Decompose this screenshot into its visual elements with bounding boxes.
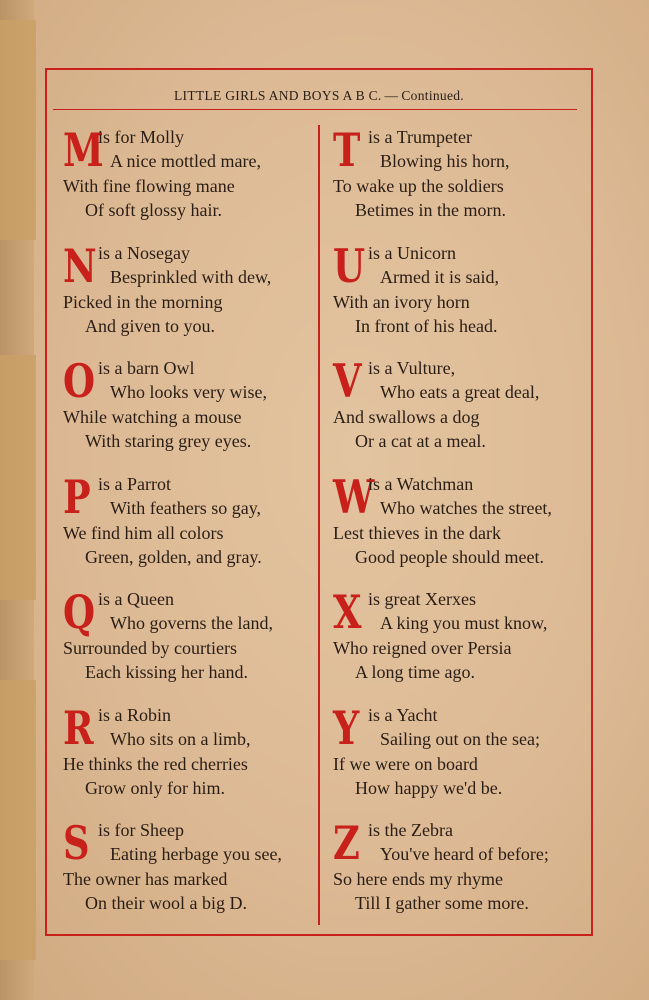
rhyme-line: is a Parrot <box>98 473 171 494</box>
rhyme-line: A long time ago. <box>355 662 475 682</box>
tape-strip <box>0 680 36 960</box>
rhyme-line: Who eats a great deal, <box>380 382 540 402</box>
drop-cap-letter: P <box>63 469 91 524</box>
rhyme-line: is a Queen <box>98 589 174 609</box>
rhyme-line: He thinks the red cherries <box>63 753 248 774</box>
drop-cap-letter: Y <box>333 700 360 755</box>
rhyme-line: So here ends my rhyme <box>333 869 503 889</box>
rhyme-line: is a barn Owl <box>98 358 195 378</box>
rhyme-stanza <box>333 125 595 235</box>
rhyme-stanza <box>63 469 325 582</box>
rhyme-line: A nice mottled mare, <box>110 151 261 171</box>
rhyme-stanza <box>333 469 595 582</box>
rhyme-line: Green, golden, and gray. <box>85 546 262 567</box>
header-rule <box>53 109 577 110</box>
drop-cap-letter: X <box>333 585 362 639</box>
rhyme-stanza <box>333 356 595 466</box>
rhyme-line: How happy we'd be. <box>355 777 503 798</box>
rhyme-line: The owner has marked <box>63 869 228 889</box>
rhyme-line: Blowing his horn, <box>380 151 510 171</box>
rhyme-line: Betimes in the morn. <box>355 200 506 220</box>
rhyme-line: With an ivory horn <box>333 291 470 312</box>
rhyme-line: is a Nosegay <box>98 242 190 263</box>
rhyme-line: Sailing out on the sea; <box>380 728 540 749</box>
rhyme-stanza <box>333 587 595 697</box>
rhyme-stanza <box>63 356 325 466</box>
rhyme-stanza <box>333 818 595 928</box>
rhyme-line: Lest thieves in the dark <box>333 522 501 543</box>
rhyme-stanza <box>333 700 595 813</box>
rhyme-line: Armed it is said, <box>380 266 499 287</box>
rhyme-line: A king you must know, <box>380 613 548 633</box>
rhyme-line: With feathers so gay, <box>110 497 262 518</box>
rhyme-stanza <box>63 587 325 697</box>
rhyme-line: In front of his head. <box>355 315 498 336</box>
rhyme-line: Good people should meet. <box>355 546 544 567</box>
rhyme-line: While watching a mouse <box>63 407 242 427</box>
rhyme-line: Eating herbage you see, <box>110 844 282 864</box>
rhyme-line: is a Vulture, <box>368 358 456 378</box>
drop-cap-letter: R <box>63 700 94 755</box>
rhyme-line: And given to you. <box>85 315 215 336</box>
tape-strip <box>0 20 36 240</box>
rhyme-line: is a Trumpeter <box>368 127 473 147</box>
rhyme-line: With fine flowing mane <box>63 176 235 196</box>
rhyme-line: On their wool a big D. <box>85 893 247 913</box>
rhyme-line: Grow only for him. <box>85 777 225 798</box>
rhyme-line: Of soft glossy hair. <box>85 200 222 220</box>
drop-cap-letter: Q <box>63 585 96 639</box>
drop-cap-letter: T <box>333 123 361 177</box>
rhyme-line: Who sits on a limb, <box>110 728 251 749</box>
rhyme-line: is a Unicorn <box>368 242 456 263</box>
rhyme-line: Till I gather some more. <box>355 893 529 913</box>
page-border <box>45 68 593 936</box>
drop-cap-letter: W <box>333 469 375 524</box>
rhyme-line: Besprinkled with dew, <box>110 266 272 287</box>
page-title: LITTLE GIRLS AND BOYS A B C. — Continued. <box>174 88 464 103</box>
rhyme-stanza <box>63 238 325 351</box>
rhyme-line: is a Yacht <box>368 704 438 725</box>
rhyme-line: And swallows a dog <box>333 407 480 427</box>
rhyme-line: Who reigned over Persia <box>333 638 512 658</box>
rhyme-line: We find him all colors <box>63 522 224 543</box>
drop-cap-letter: N <box>63 238 97 293</box>
rhyme-line: Who watches the street, <box>380 497 552 518</box>
rhyme-line: Surrounded by courtiers <box>63 638 237 658</box>
tape-strip <box>0 355 36 600</box>
drop-cap-letter: M <box>63 123 104 177</box>
rhyme-line: is a Watchman <box>368 473 474 494</box>
rhyme-stanza <box>63 700 325 813</box>
rhyme-line: You've heard of before; <box>380 844 549 864</box>
rhyme-line: Picked in the morning <box>63 291 223 312</box>
rhyme-line: is a Robin <box>98 704 172 725</box>
drop-cap-letter: Z <box>333 816 360 870</box>
rhyme-line: If we were on board <box>333 753 478 774</box>
drop-cap-letter: V <box>333 354 362 408</box>
rhyme-line: is for Sheep <box>98 820 184 840</box>
drop-cap-letter: O <box>63 354 96 408</box>
rhyme-line: Who looks very wise, <box>110 382 267 402</box>
rhyme-line: is for Molly <box>98 127 185 147</box>
rhyme-line: is great Xerxes <box>368 589 476 609</box>
rhyme-stanza <box>333 238 595 351</box>
rhyme-stanza <box>63 125 325 235</box>
rhyme-line: To wake up the soldiers <box>333 176 504 196</box>
rhyme-line: Or a cat at a meal. <box>355 431 486 451</box>
rhyme-line: is the Zebra <box>368 820 453 840</box>
rhyme-stanza <box>63 818 325 928</box>
rhyme-line: With staring grey eyes. <box>85 431 252 451</box>
drop-cap-letter: U <box>333 238 366 293</box>
drop-cap-letter: S <box>63 816 90 870</box>
rhyme-line: Each kissing her hand. <box>85 662 248 682</box>
rhyme-line: Who governs the land, <box>110 613 273 633</box>
